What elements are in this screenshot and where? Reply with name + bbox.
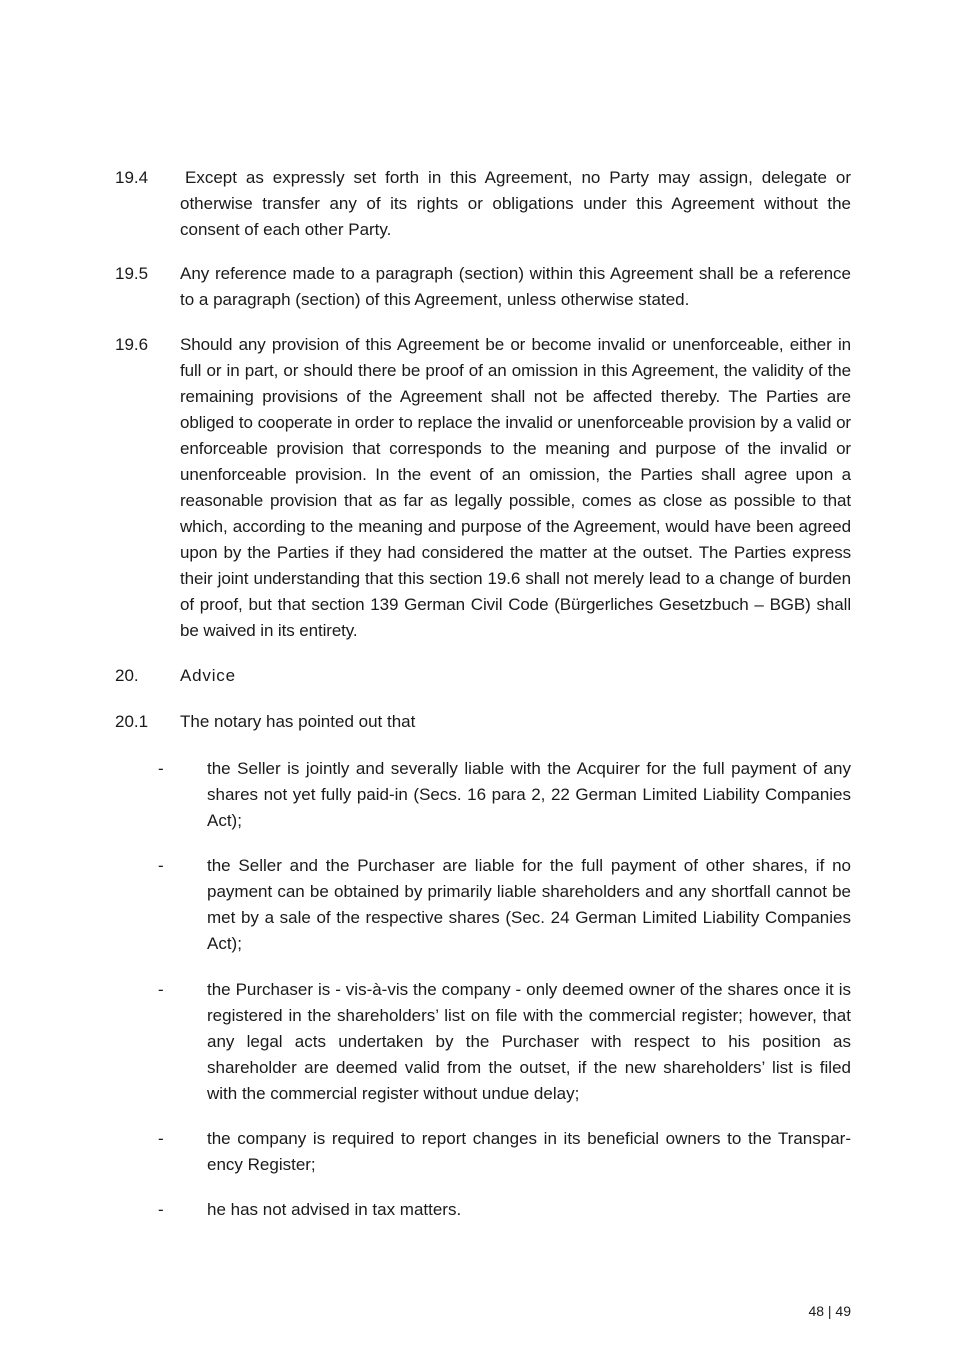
- clause-text: Except as expressly set forth in this Agreement, no Party may assign, delegate or otherwise transfer any of its rights or obligations under this Agreement without the consent of each other Party.: [180, 168, 851, 239]
- clause-number: 19.4: [115, 168, 149, 187]
- clause-20-1: [115, 709, 851, 735]
- section-number: 20.: [115, 666, 139, 685]
- bullet-item: [158, 853, 851, 957]
- bullet-item: [158, 977, 851, 1107]
- bullet-dash: -: [158, 1200, 164, 1219]
- bullet-dash: -: [158, 980, 164, 999]
- section-heading-advice: [115, 663, 236, 689]
- clause-number: 19.5: [115, 264, 149, 283]
- clause-19-5: [115, 261, 851, 313]
- bullet-text: the company is required to report changes in its beneficial owners to the Transparency Register;: [207, 1129, 851, 1174]
- bullet-dash: -: [158, 856, 164, 875]
- bullet-text: the Purchaser is - vis-à-vis the company - only deemed owner of the shares once it is registered in the shareholders’ list on file with the commercial register; however, that any legal acts undertaken by the Purchaser with respect to his position as shareholder are deemed valid from the outset, if the new shareholders’ list is filed with the commercial register without undue delay;: [207, 980, 851, 1103]
- bullet-item: [158, 1126, 851, 1178]
- bullet-dash: -: [158, 759, 164, 778]
- clause-text: Should any provision of this Agreement be or become invalid or unenforceable, either in full or in part, or should there be proof of an omission in this Agreement, the validity of the remaining provisions of the Agreement shall not be affected thereby. The Parties are obliged to cooperate in order to replace the invalid or unenforceable provision by a valid or enforceable provision that corresponds to the meaning and purpose of the invalid or unenforceable provision. In the event of an omission, the Parties shall agree upon a reasonable provision that as far as legally possible, comes as close as possible to that which, according to the meaning and purpose of the Agreement, would have been agreed upon by the Parties if they had considered the matter at the outset. The Parties express their joint understanding that this section 19.6 shall not merely lead to a change of burden of proof, but that section 139 German Civil Code (Bürgerliches Gesetzbuch – BGB) shall be waived in its entirety.: [180, 335, 851, 640]
- section-title: Advice: [180, 666, 236, 685]
- page-number: 48 | 49: [808, 1303, 851, 1319]
- clause-text: Any reference made to a paragraph (section) within this Agreement shall be a reference to a paragraph (section) of this Agreement, unless otherwise stated.: [180, 264, 851, 309]
- bullet-text: the Seller is jointly and severally liable with the Acquirer for the full payment of any shares not yet fully paid-in (Secs. 16 para 2, 22 German Limited Liability Companies Act);: [207, 759, 851, 830]
- bullet-dash: -: [158, 1129, 164, 1148]
- bullet-item: [158, 756, 851, 834]
- bullet-text: the Seller and the Purchaser are liable for the full payment of other shares, if no payment can be obtained by primarily liable shareholders and any shortfall cannot be met by a sale of the respective shares (Sec. 24 German Limited Liability Companies Act);: [207, 856, 851, 953]
- clause-number: 20.1: [115, 712, 149, 731]
- bullet-item: [158, 1197, 851, 1223]
- clause-text: The notary has pointed out that: [180, 712, 416, 731]
- bullet-text: he has not advised in tax matters.: [207, 1200, 462, 1219]
- clause-19-4: [115, 165, 851, 243]
- clause-number: 19.6: [115, 335, 149, 354]
- clause-19-6: [115, 332, 851, 644]
